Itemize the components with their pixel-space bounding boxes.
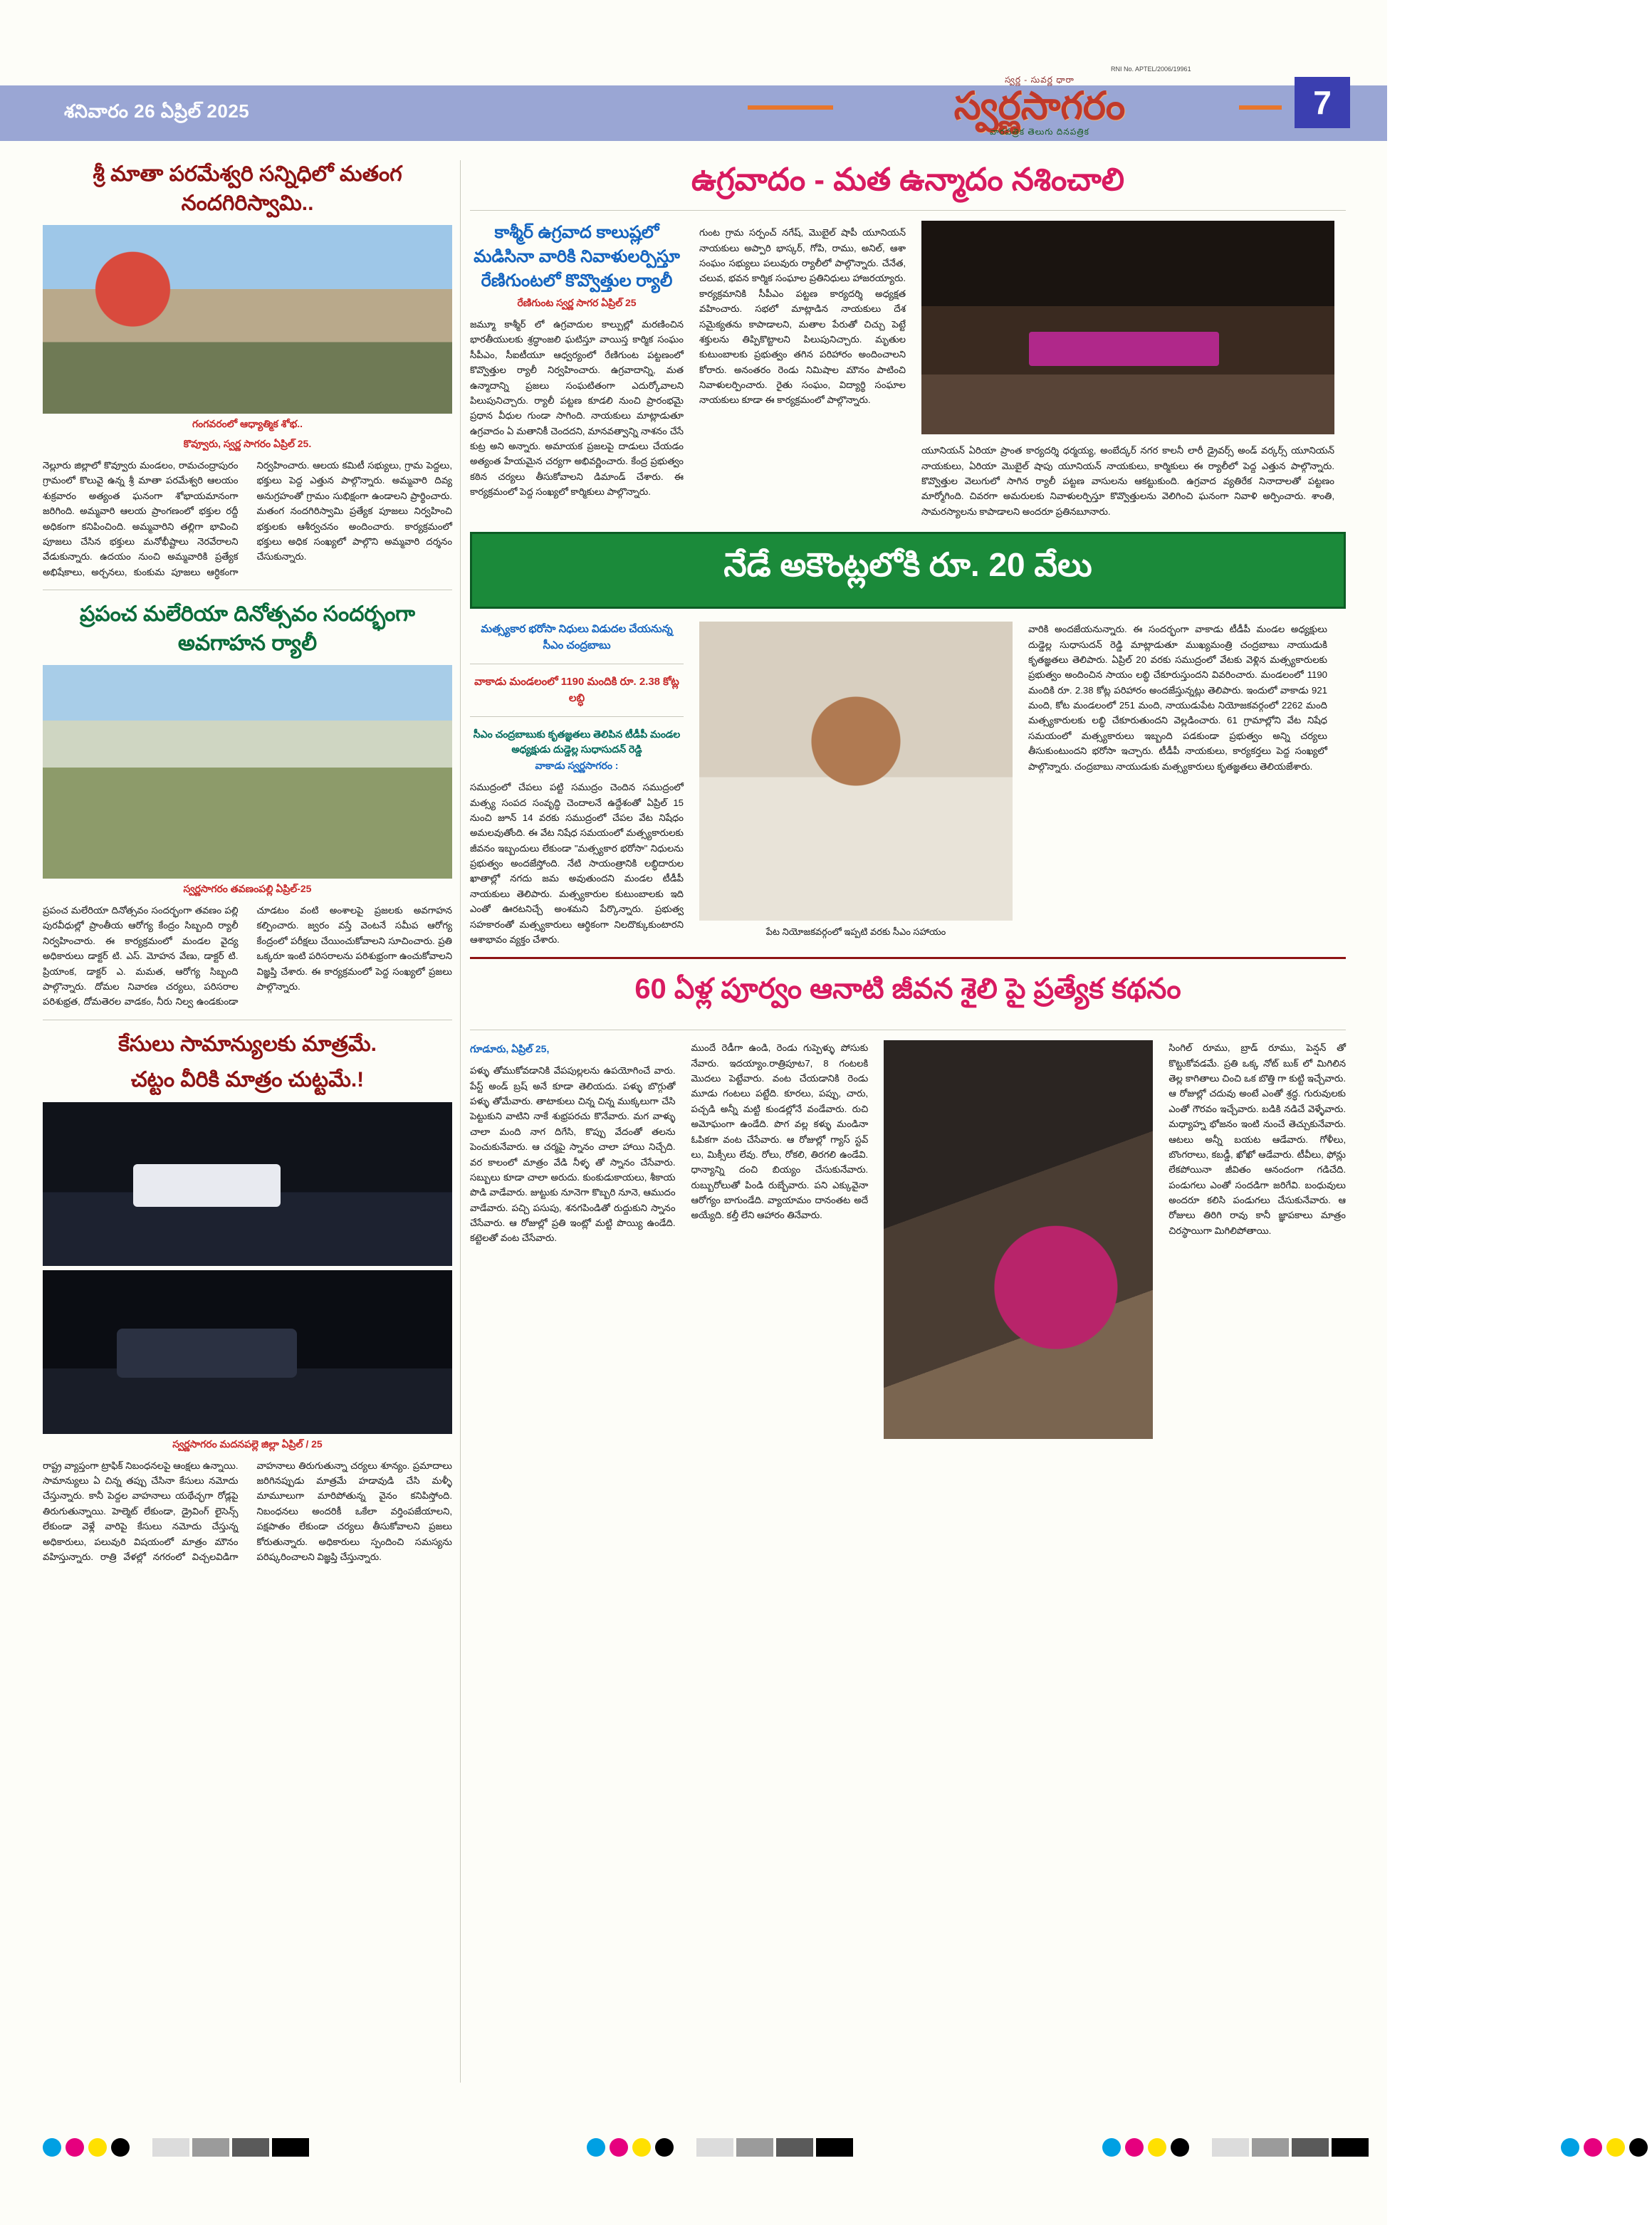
lifestyle-body <box>470 1040 1346 1439</box>
masthead-rule-left <box>748 105 833 110</box>
gray-bar <box>696 2138 733 2157</box>
registration-number: RNI No. APTEL/2006/19961 <box>1111 66 1191 73</box>
cm-story-block <box>470 622 1346 947</box>
lifestyle-col3-wrap <box>1169 1040 1346 1238</box>
divider <box>470 210 1346 211</box>
cmyk-dot-group-2 <box>587 2138 678 2157</box>
dateline: వాకాడు స్వర్ణసాగరం : <box>535 760 619 772</box>
article-mata-parameswari <box>43 160 452 580</box>
cmyk-dot-group-3 <box>1102 2138 1193 2157</box>
logo-title: స్వర్ణసాగరం <box>953 85 1126 127</box>
magenta-dot <box>66 2138 84 2157</box>
main-story-col1: జమ్మూ కాశ్మీర్ లో ఉగ్రవాదుల కాల్పుల్లో మరణించిన భారతీయులకు శ్రద్ధాంజలి ఘటిస్తూ వాయిస్త కార్మిక సంఘం సీపీఎం, సీఐటీయూ ఆధ్వర్యంలో రేణిగుంట పట్టణంలో కొవ్వొత్తుల ర్యాలీ నిర్వహించారు. ఉగ్రవాదాన్ని, మత ఉన్మాదాన్ని ప్రజలు సంఘటితంగా ఎదుర్కోవాలని పిలుపునిచ్చారు. ర్యాలీ పట్టణ కూడలి నుంచి ప్రారంభమై ప్రధాన వీధుల గుండా సాగింది. నాయకులు మాట్లాడుతూ ఉగ్రవాదం ఏ మతానికీ చెందదని, మానవత్వాన్ని నాశనం చేసే కుట్ర అని అన్నారు. అమాయక ప్రజలపై దాడులు చేయడం అత్యంత హేయమైన చర్యగా అభివర్ణించారు. కేంద్ర ప్రభుత్వం కఠిన చర్యలు తీసుకోవాలని డిమాండ్ చేశారు. ఈ కార్యక్రమంలో పెద్ద సంఖ్యలో కార్మికులు పాల్గొన్నారు. <box>470 319 684 498</box>
photo-traditional-kitchen <box>884 1040 1153 1439</box>
black-dot <box>1171 2138 1189 2157</box>
cm-story-col2: వారికి అందజేయనున్నారు. ఈ సందర్భంగా వాకాడు టీడీపీ మండల అధ్యక్షులు దుడ్డెల్ల సుధాసుదన్ రెడ్డి మాట్లాడుతూ ముఖ్యమంత్రి చంద్రబాబు నాయుడుకి కృతజ్ఞతలు తెలిపారు. ఏప్రిల్ 20 వరకు సముద్రంలో వేటకు వెళ్లిన మత్స్యకారులకు ప్రభుత్వం అందించిన సాయం లబ్ధి చేకూరుస్తుందని వివరించారు. మండలంలో 1190 మందికి రూ. 2.38 కోట్ల పరిహారం అందజేస్తున్నట్లు తెలిపారు. ఇందులో వాకాడు 921 మంది, కోట మండలంలో 251 మంది, నాయుడుపేట నియోజకవర్గంలో 2262 మంది మత్స్యకారులకు లబ్ధి చేకూరుతుందని వెల్లడించారు. 61 గ్రామాల్లోని వేట నిషేధ సమయంలో మత్స్యకారులు ఇబ్బంది పడకుండా ప్రభుత్వం అన్ని చర్యలు తీసుకుంటుందని భరోసా ఇచ్చారు. టీడీపీ నాయకులు, కార్యకర్తలు పెద్ద సంఖ్యలో పాల్గొన్నారు. చంద్రబాబు నాయుడుకు మత్స్యకారులు కృతజ్ఞతలు తెలియజేశారు. <box>1028 624 1327 772</box>
main-story-col2: గుంట గ్రామ సర్పంచ్ నగేష్, మొబైల్ షాపీ యూనియన్ నాయకులు అప్పారి భాస్కర్, గోపి, రాము, అనిల్, ఆశా సంఘం సభ్యులు పలువురు ర్యాలీలో పాల్గొన్నారు. చేనేత, చలువ, భవన కార్మిక సంఘాల ప్రతినిధులు హాజరయ్యారు. కార్యక్రమానికి సీపీఎం పట్టణ కార్యదర్శి అధ్యక్షత వహించారు. సభలో మాట్లాడిన నాయకులు దేశ సమైక్యతను కాపాడాలని, మతాల పేరుతో చిచ్చు పెట్టే శక్తులను తిప్పికొట్టాలని పిలుపునిచ్చారు. మృతుల కుటుంబాలకు ప్రభుత్వం తగిన పరిహారం అందించాలని కోరారు. అనంతరం రెండు నిమిషాల మౌనం పాటించి నివాళులర్పించారు. రైతు సంఘం, విద్యార్థి సంఘాల నాయకులు కూడా ఈ కార్యక్రమంలో పాల్గొన్నారు. <box>699 227 906 406</box>
lifestyle-photo-wrap <box>884 1040 1153 1439</box>
article-paragraph: ప్రపంచ మలేరియా దినోత్సవం సందర్భంగా తవణం పల్లి పురవీధుల్లో ప్రాంతీయ ఆరోగ్య కేంద్రం సిబ్బంది ర్యాలీ నిర్వహించారు. ఈ కార్యక్రమంలో మండల వైద్య అధికారులు డాక్టర్ టి. ఎస్. మోహన వేణు, డాక్టర్ టి. ప్రియాంక, డాక్టర్ ఎ. మమత, ఆరోగ్య సిబ్బంది పాల్గొన్నారు. దోమల నివారణ చర్యలు, పరిసరాల పరిశుభ్రత, దోమతెరల వాడకం, నీరు నిల్వ ఉండకుండా చూడటం వంటి అంశాలపై ప్రజలకు అవగాహన కల్పించారు. జ్వరం వస్తే వెంటనే సమీప ఆరోగ్య కేంద్రంలో పరీక్షలు చేయించుకోవాలని సూచించారు. ప్రతి ఒక్కరూ ఇంటి పరిసరాలను పరిశుభ్రంగా ఉంచుకోవాలని విజ్ఞప్తి చేశారు. ఈ కార్యక్రమంలో పెద్ద సంఖ్యలో ప్రజలు పాల్గొన్నారు. <box>43 905 452 1007</box>
lifestyle-col2: ముందే రెడీగా ఉండి, రెండు గుప్పెళ్ళు పోసుకు నేవారు. ఇదయ్యాం.రాత్రిపూట7, 8 గంటలకి మొదలు పెట్టేవారు. వంట చేయడానికి రెండు మూడు గంటలు పట్టేది. కూరలు, పప్పు, చారు, పచ్చడి అన్నీ మట్టి కుండల్లోనే వండేవారు. రుచి అమోఘంగా ఉండేది. పొగ వల్ల కళ్ళు మండినా ఓపికగా వంట చేసేవారు. ఆ రోజుల్లో గ్యాస్ స్టవ్ లు, మిక్సీలు లేవు. రోలు, రోకలి, తిరగలి ఉండేవి. ధాన్యాన్ని దంచి బియ్యం చేసుకునేవారు. రుబ్బురోలుతో పిండి రుబ్బేవారు. పని ఎక్కువైనా ఆరోగ్యం బాగుండేది. వ్యాయామం దానంతట అదే అయ్యేది. కల్తీ లేని ఆహారం తినేవారు. <box>691 1042 869 1221</box>
article-body <box>43 903 452 1010</box>
gray-bar <box>272 2138 309 2157</box>
main-story-photos <box>921 221 1334 519</box>
article-body <box>43 1458 452 1568</box>
magenta-dot <box>1125 2138 1144 2157</box>
cyan-dot <box>43 2138 61 2157</box>
magenta-dot <box>1584 2138 1602 2157</box>
lifestyle-col2-wrap <box>691 1040 869 1223</box>
gray-bar <box>1212 2138 1249 2157</box>
photo-caption: స్వర్ణసాగరం మదనపల్లె జిల్లా ఏప్రిల్ / 25 <box>172 1438 323 1450</box>
yellow-dot <box>88 2138 107 2157</box>
divider-thick <box>470 957 1346 959</box>
cmyk-dot-group-4 <box>1561 2138 1652 2157</box>
print-registration-marks <box>43 2138 1346 2157</box>
divider <box>470 716 684 717</box>
gray-bar <box>776 2138 813 2157</box>
yellow-dot <box>1148 2138 1166 2157</box>
article-headline-line2: చట్టం వీరికి మాత్రం చుట్టమే.! <box>130 1068 365 1092</box>
yellow-dot <box>632 2138 651 2157</box>
black-dot <box>1629 2138 1648 2157</box>
cyan-dot <box>1561 2138 1579 2157</box>
gray-bar <box>192 2138 229 2157</box>
gray-bar <box>1332 2138 1369 2157</box>
cm-story-left <box>470 622 684 947</box>
photo-caption: పేట నియోజకవర్గంలో ఇప్పటి వరకు సీఎం సహాయం <box>765 926 946 938</box>
main-column <box>470 160 1346 1439</box>
lifestyle-col3: సింగిల్ రూము, బ్రాడ్ రూము, పెన్షన్ తో కొట్టుకోవడమే. ప్రతి ఒక్క నోట్ బుక్ లో మిగిలిన తెల్ల కాగితాలు చించి ఒక బొత్తి గా కుట్టి ఇచ్చేవారు. ఆ రోజుల్లో చదువు అంటే ఎంతో శ్రద్ధ. గురువులకు ఎంతో గౌరవం ఇచ్చేవారు. బడికి నడిచే వెళ్ళేవారు. మధ్యాహ్న భోజనం ఇంటి నుంచే తెచ్చుకునేవారు. ఆటలు అన్నీ బయట ఆడేవారు. గోళీలు, బొంగరాలు, కబడ్డీ, ఖోఖో ఆడేవారు. టీవీలు, ఫోన్లు లేకపోయినా జీవితం ఆనందంగా గడిచేది. పండుగలు ఎంతో సందడిగా జరిగేవి. బంధువులు అందరూ కలిసి పండుగలు చేసుకునేవారు. ఆ రోజులు తిరిగి రావు కానీ జ్ఞాపకాలు మాత్రం చిరస్థాయిగా మిగిలిపోతాయి. <box>1169 1042 1346 1236</box>
article-paragraph: రాష్ట్ర వ్యాప్తంగా ట్రాఫిక్ నిబంధనలపై ఆంక్షలు ఉన్నాయి. సామాన్యులు ఏ చిన్న తప్పు చేసినా కేసులు నమోదు చేస్తున్నారు. కానీ పెద్దల వాహనాలు యథేచ్ఛగా రోడ్లపై తిరుగుతున్నాయి. హెల్మెట్ లేకుండా, డ్రైవింగ్ లైసెన్స్ లేకుండా వెళ్లే వారిపై కేసులు నమోదు చేస్తున్న అధికారులు, పలువురి విషయంలో మాత్రం మౌనం వహిస్తున్నారు. రాత్రి వేళల్లో నగరంలో విచ్చలవిడిగా వాహనాలు తిరుగుతున్నా చర్యలు శూన్యం. ప్రమాదాలు జరిగినప్పుడు మాత్రమే హడావుడి చేసి మళ్ళీ మామూలుగా మారిపోతున్న వైనం కనిపిస్తోంది. నిబంధనలు అందరికీ ఒకేలా వర్తింపజేయాలని, పక్షపాతం లేకుండా చర్యలు తీసుకోవాలని ప్రజలు కోరుతున్నారు. అధికారులు స్పందించి సమస్యను పరిష్కరించాలని విజ్ఞప్తి చేస్తున్నారు. <box>43 1460 452 1562</box>
article-headline: ప్రపంచ మలేరియా దినోత్సవం సందర్భంగా అవగాహన ర్యాలీ <box>80 602 415 655</box>
lifestyle-headline: 60 ఏళ్ల పూర్వం ఆనాటి జీవన శైలి పై ప్రత్యేక కథనం <box>634 973 1181 1005</box>
cm-story-right <box>1028 622 1327 774</box>
article-traffic-cases <box>43 1030 452 1568</box>
cyan-dot <box>1102 2138 1121 2157</box>
gray-bar <box>816 2138 853 2157</box>
lifestyle-col1: పళ్ళు తోముకోవడానికి వేపపుల్లలను ఉపయోగించే వారు. పేస్ట్ అండ్ బ్రష్ అనే కూడా తెలియదు. పళ్ళు బొగ్గుతో పళ్ళు తోమేవారు. తాటాకులు చిన్న చిన్న ముక్కలుగా చేసి పెట్టుకుని వాటిని నాకే శుభ్రపరచు కొనేవారు. మగ వాళ్ళు చాలా మంది నాగ దిగేసి, కొప్పు వేదంతో తలను పెంచుకునేవారు. ఆ చర్మపై స్నానం చాలా హాయి నిచ్చేది. వర కాలంలో మాత్రం వేడి నీళ్ళ తో స్నానం చేసేవారు. సబ్బులు కూడా చాలా అరుదు. కుంకుడుకాయలు, శీకాయ పొడి వాడేవారు. జుట్టుకు నూనెగా కొబ్బరి నూనె, ఆముదం వాడేవారు. పచ్చి పసుపు, శనగపిండితో రుద్దుకుని స్నానం చేసేవారు. ఆ రోజుల్లో ప్రతి ఇంట్లో మట్టి పొయ్యి ఉండేది. కట్టెలతో వంట చేసేవారు. <box>470 1065 676 1244</box>
main-story-left <box>470 221 684 499</box>
gray-bar-group-3 <box>1212 2138 1371 2157</box>
lifestyle-col1-wrap <box>470 1040 676 1246</box>
dateline: గూడూరు, ఏప్రిల్ 25, <box>470 1043 550 1055</box>
photo-night-road <box>43 1270 452 1450</box>
article-paragraph: నెల్లూరు జిల్లాలో కొవ్వూరు మండలం, రామచంద్రాపురం గ్రామంలో కొలువై ఉన్న శ్రీ మాతా పరమేశ్వరి ఆలయం శుక్రవారం అత్యంత ఘనంగా శోభాయమానంగా జరిగింది. అమ్మవారి ఆలయ ప్రాంగణంలో భక్తుల రద్దీ అధికంగా కనిపించింది. అమ్మవారిని తల్లిగా భావించి పూజలు చేసిన భక్తులు మనోభీష్టాలు నెరవేరాలని వేడుకున్నారు. ఉదయం నుంచి అమ్మవారికి ప్రత్యేక అభిషేకాలు, అర్చనలు, కుంకుమ పూజలు ఆర్ధికంగా నిర్వహించారు. ఆలయ కమిటీ సభ్యులు, గ్రామ పెద్దలు, భక్తులు పెద్ద ఎత్తున పాల్గొన్నారు. అమ్మవారి దివ్య అనుగ్రహంతో గ్రామం సుభిక్షంగా ఉండాలని ప్రార్థించారు. మతంగ నందగిరిస్వామి ప్రత్యేక పూజలు నిర్వహించి భక్తులకు ఆశీర్వచనం అందించారు. కార్యక్రమంలో భక్తులు అధిక సంఖ్యలో పాల్గొని అమ్మవారి దర్శనం చేసుకున్నారు. <box>43 460 452 577</box>
magenta-dot <box>610 2138 628 2157</box>
photo-police-vehicle <box>43 1102 452 1266</box>
sub-headline: కాశ్మీర్ ఉగ్రవాద కాలుష్లలో మడిసినా వారికి నివాళులర్పిస్తూ రేణిగుంటలో కొవ్వొత్తుల ర్యాలీ <box>474 223 680 290</box>
article-body <box>43 458 452 580</box>
photo-malaria-rally <box>43 665 452 894</box>
masthead-rule-right <box>1239 105 1282 110</box>
yellow-dot <box>1606 2138 1625 2157</box>
green-banner: నేడే అకౌంట్లలోకి రూ. 20 వేలు <box>470 532 1346 609</box>
main-story-block <box>470 221 1346 519</box>
masthead-logo <box>840 68 1239 146</box>
photo-gangavaram-rally <box>43 225 452 429</box>
content-area <box>43 160 1346 2111</box>
photo-candle-rally <box>921 221 1334 434</box>
masthead-date: శనివారం 26 ఏప్రిల్ 2025 <box>64 100 250 122</box>
photo-caption: గంగవరంలో ఆధ్యాత్మిక శోభ.. <box>192 418 303 429</box>
gray-bar <box>152 2138 189 2157</box>
photo-cm-chandrababu <box>699 622 1013 921</box>
dateline: రేణిగుంట స్వర్ణ సాగర ఏప్రిల్ 25 <box>517 297 637 309</box>
cm-story-col1: సముద్రంలో చేపలు పట్టి సముద్రం చెందిన సముద్రంలో మత్స్య సంపద సంవృద్ధి చెందాలనే ఉద్దేశంతో ఏప్రిల్ 15 నుంచి జూన్ 14 వరకు సముద్రంలో చేపల వేట నిషేధం అమలవుతోంది. ఈ వేట నిషేధ సమయంలో మత్స్యకారులకు జీవనం ఇబ్బందులు లేకుండా "మత్స్యకార భరోసా" నిధులను ప్రభుత్వం అందజేస్తోంది. నేటి సాయంత్రానికి లబ్ధిదారుల ఖాతాల్లో నగదు జమ అవుతుందని మండల టీడీపీ నాయకులు తెలిపారు. మత్స్యకారుల కుటుంబాలకు ఇది ఎంతో ఊరటనిచ్చే అంశమని పేర్కొన్నారు. ప్రభుత్వ సహకారంతో మత్స్యకారులు ఆర్థికంగా నిలదొక్కుకుంటారని ఆశాభావం వ్యక్తం చేశారు. <box>470 782 684 945</box>
gray-bar <box>232 2138 269 2157</box>
gray-bar <box>736 2138 773 2157</box>
cmyk-dot-group-1 <box>43 2138 134 2157</box>
gray-bar <box>1292 2138 1329 2157</box>
page-number-badge: 7 <box>1295 77 1350 128</box>
logo-tagline-top: స్వర్ణ - సువర్ణ ధారా <box>1005 75 1075 85</box>
black-dot <box>111 2138 130 2157</box>
article-headline: శ్రీ మాతా పరమేశ్వరి సన్నిధిలో మతంగ నందగిరిస్వామి.. <box>93 162 402 215</box>
column-divider <box>460 160 461 2083</box>
gray-bar-group-1 <box>152 2138 312 2157</box>
cm-photo-wrap <box>699 622 1013 940</box>
cm-teal-note: సీఎం చంద్రబాబుకు కృతజ్ఞతలు తెలిపిన టీడీపీ మండల అధ్యక్షుడు దుడ్డెల్ల సుధాసుదన్ రెడ్డి <box>473 728 681 755</box>
article-malaria-day <box>43 600 452 1010</box>
main-story-col3: యూనియన్ ఏరియా ప్రాంత కార్యదర్శి ధర్మయ్య, అంబేద్కర్ నగర కాలనీ లారీ డ్రైవర్స్ అండ్ వర్కర్స్ యూనియన్ నాయకులు, ఏరియా మొబైల్ షాపు యూనియన్ నాయకులు, కార్మికులు ఈ ర్యాలీలో పెద్ద ఎత్తున పాల్గొన్నారు. కొవ్వొత్తుల వెలుగులో సాగిన ర్యాలీ పట్టణ వాసులను ఆకట్టుకుంది. ఉగ్రవాద వ్యతిరేక నినాదాలతో పట్టణం మార్మోగింది. చివరగా అమరులకు నివాళులర్పిస్తూ కొవ్వొత్తులను వెలిగించి ఘనంగా నివాళి అర్పించారు. శాంతి, సామరస్యాలను కాపాడాలని అందరూ ప్రతినబూనారు. <box>921 445 1334 517</box>
main-story-col2-wrap <box>699 221 906 408</box>
logo-tagline-bottom: వారపత్రిక తెలుగు దినపత్రిక <box>990 127 1089 137</box>
black-dot <box>655 2138 674 2157</box>
gray-bar-group-2 <box>696 2138 856 2157</box>
dateline: కొవ్వూరు, స్వర్ణ సాగరం ఏప్రిల్ 25. <box>183 438 312 449</box>
left-column <box>43 160 452 1568</box>
cm-highlight: వాకాడు మండలంలో 1190 మందికి రూ. 2.38 కోట్ల లబ్ధి <box>474 676 679 704</box>
main-headline: ఉగ్రవాదం - మత ఉన్మాదం నశించాలి <box>691 162 1125 197</box>
photo-caption: స్వర్ణసాగరం తవణంపల్లి ఏప్రిల్-25 <box>183 883 312 894</box>
cyan-dot <box>587 2138 605 2157</box>
article-headline-line1: కేసులు సామాన్యులకు మాత్రమే. <box>118 1032 377 1056</box>
gray-bar <box>1252 2138 1289 2157</box>
article-lifestyle-60years <box>470 969 1346 1439</box>
cm-sub-headline: మత్స్యకార భరోసా నిధులు విడుదల చేయనున్న సీఎం చంద్రబాబు <box>481 623 673 651</box>
